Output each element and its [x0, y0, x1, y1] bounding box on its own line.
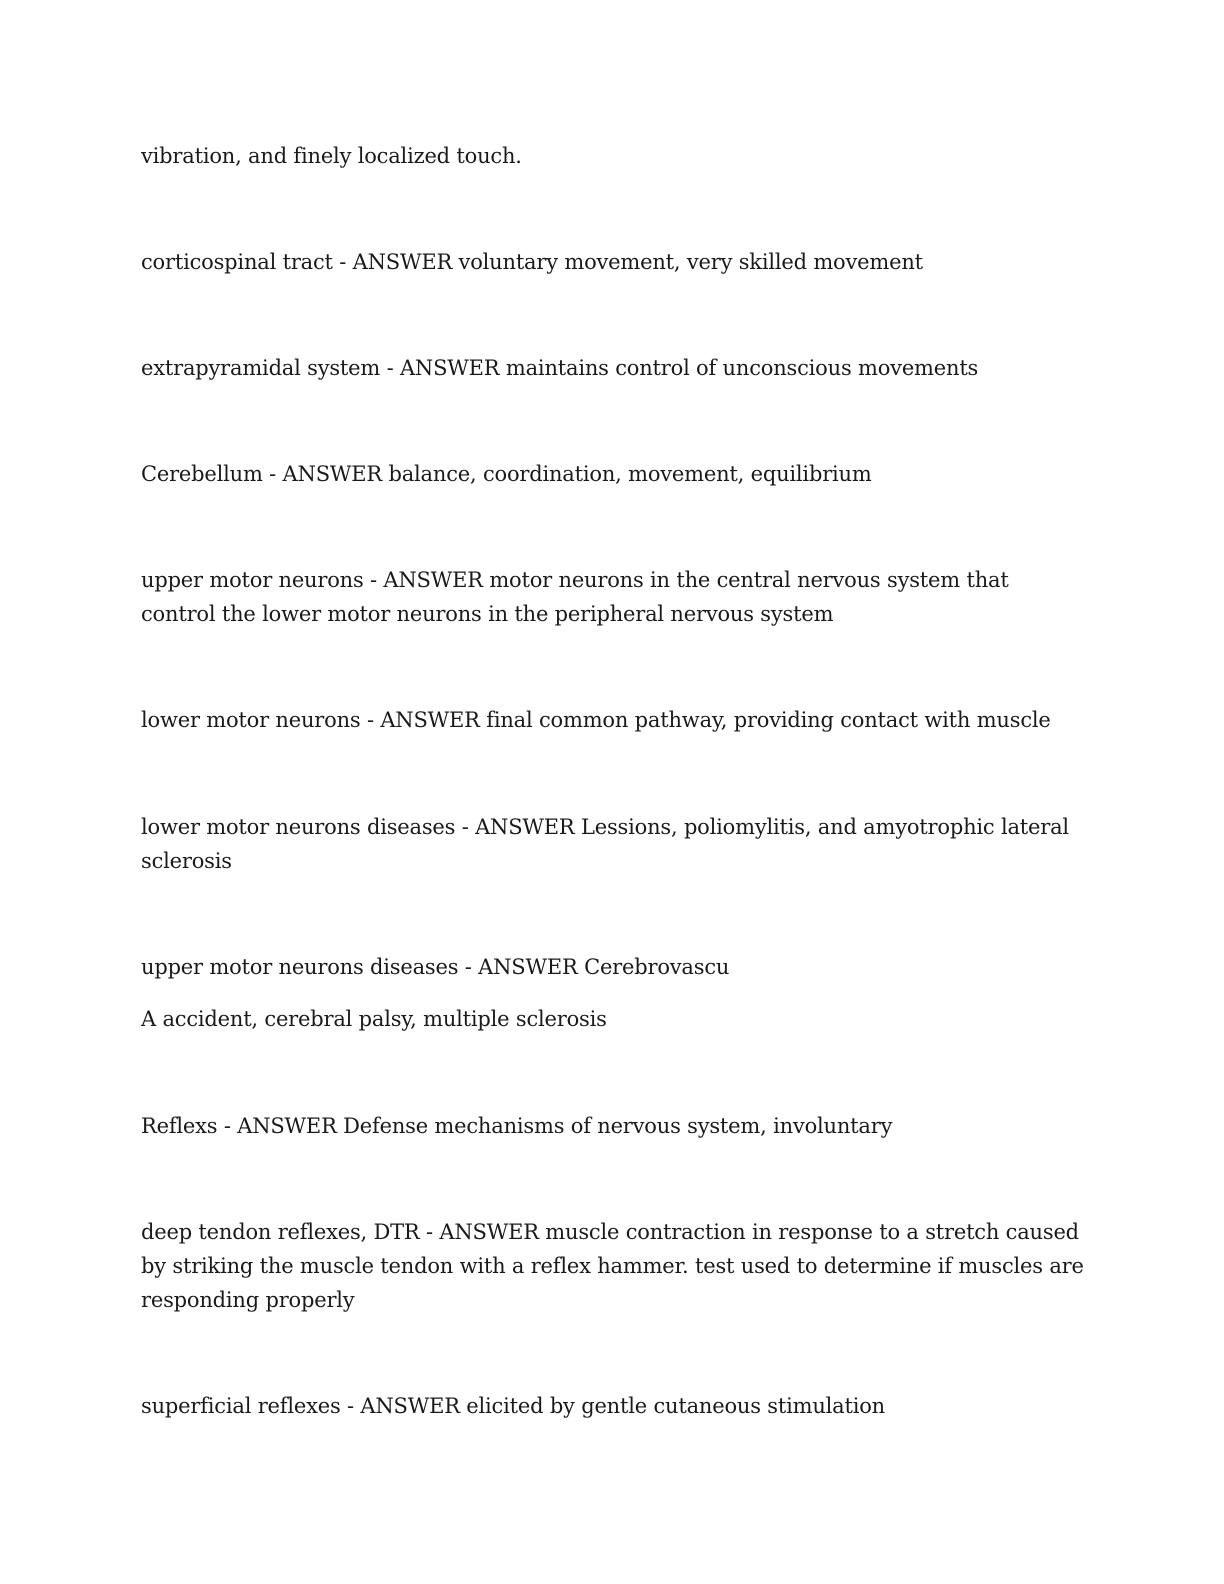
- text-line: responding properly: [141, 1288, 355, 1312]
- text-line: by striking the muscle tendon with a reflex hammer. test used to determine if muscles are: [141, 1254, 1084, 1278]
- flashcard-entry: [141, 245, 1081, 279]
- text-line: upper motor neurons diseases - ANSWER Cerebrovascu: [141, 955, 730, 979]
- text-line: upper motor neurons - ANSWER motor neurons in the central nervous system that: [141, 568, 1009, 592]
- text-line: corticospinal tract - ANSWER voluntary movement, very skilled movement: [141, 250, 923, 274]
- flashcard-entry: [141, 1215, 1084, 1317]
- flashcard-entry: [141, 457, 1081, 491]
- text-line: vibration, and finely localized touch.: [141, 144, 522, 168]
- text-line: extrapyramidal system - ANSWER maintains control of unconscious movements: [141, 356, 979, 380]
- text-line: lower motor neurons - ANSWER final common pathway, providing contact with muscle: [141, 708, 1051, 732]
- text-line: deep tendon reflexes, DTR - ANSWER muscle contraction in response to a stretch caused: [141, 1220, 1079, 1244]
- text-line: lower motor neurons diseases - ANSWER Lessions, poliomylitis, and amyotrophic lateral: [141, 815, 1069, 839]
- flashcard-entry: [141, 810, 1081, 878]
- flashcard-entry: [141, 703, 1081, 737]
- text-line: superficial reflexes - ANSWER elicited by gentle cutaneous stimulation: [141, 1394, 885, 1418]
- text-line: Reflexs - ANSWER Defense mechanisms of nervous system, involuntary: [141, 1114, 893, 1138]
- flashcard-entry: [141, 1109, 1081, 1143]
- text-line: A accident, cerebral palsy, multiple sclerosis: [141, 1007, 607, 1031]
- text-line: sclerosis: [141, 849, 232, 873]
- flashcard-entry: [141, 563, 1081, 631]
- text-line: Cerebellum - ANSWER balance, coordination, movement, equilibrium: [141, 462, 872, 486]
- flashcard-entry: [141, 1389, 1081, 1423]
- text-paragraph: [141, 139, 1081, 173]
- text-paragraph: [141, 1002, 1081, 1036]
- text-line: control the lower motor neurons in the peripheral nervous system: [141, 602, 834, 626]
- flashcard-entry: [141, 950, 1081, 984]
- flashcard-entry: [141, 351, 1081, 385]
